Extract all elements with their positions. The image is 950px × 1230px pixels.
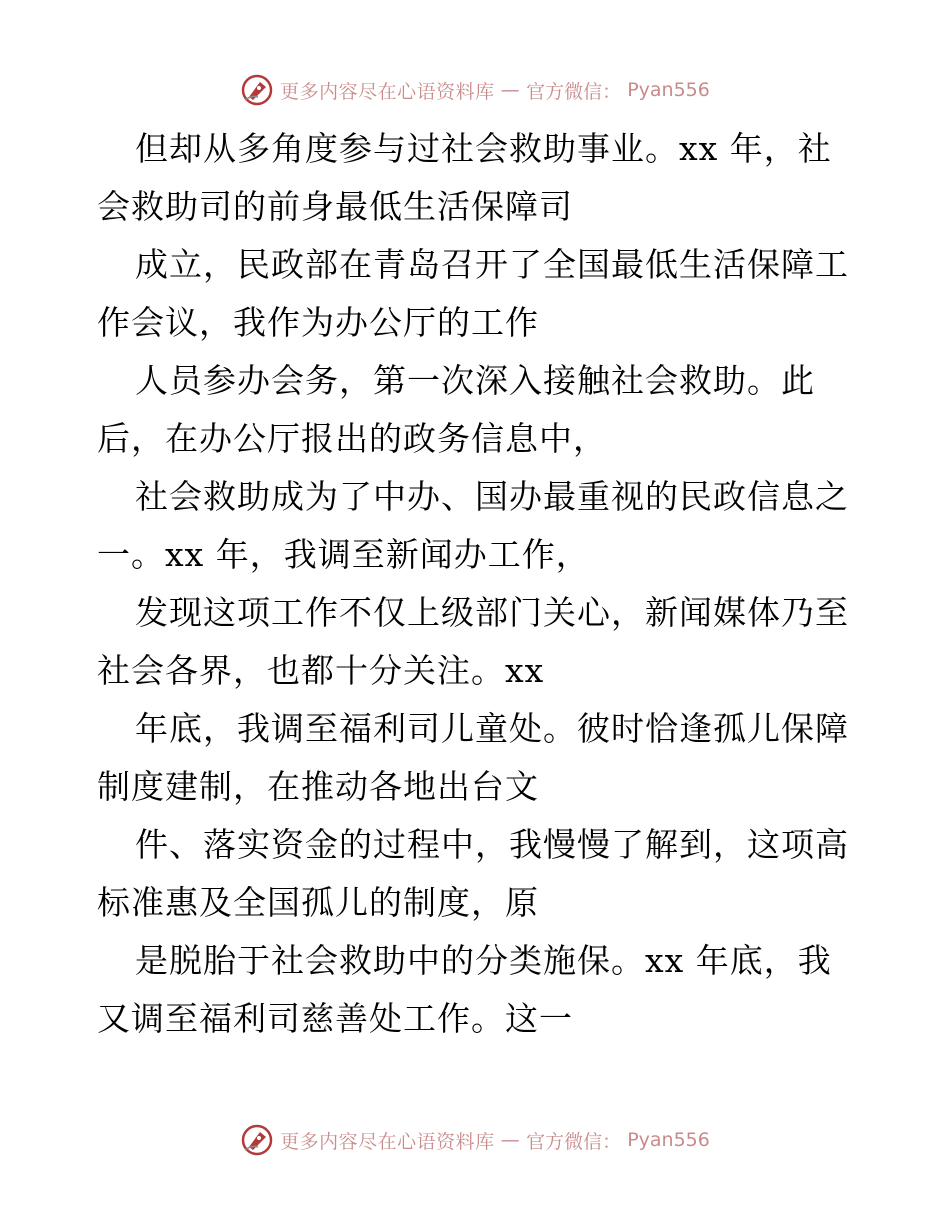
watermark-text: 更多内容尽在心语资料库 [280,80,495,103]
body-line: 人员参办会务，第一次深入接触社会救助。此 [135,361,815,400]
pen-nib-logo-icon [240,73,274,107]
header-watermark [0,70,950,110]
body-line: 社会各界，也都十分关注。xx [97,651,545,690]
watermark-separator: — [500,79,521,101]
body-line: 成立，民政部在青岛召开了全国最低生活保障工 [135,245,849,284]
watermark-label: 官方微信： [526,80,622,103]
document-body [97,120,857,1048]
body-line: 又调至福利司慈善处工作。这一 [97,999,573,1038]
body-line: 作会议，我作为办公厅的工作 [97,303,539,342]
footer-watermark [0,1120,950,1160]
body-line: 一。xx 年，我调至新闻办工作， [97,535,590,574]
watermark-account: Pyan556 [627,79,710,101]
body-line: 标准惠及全国孤儿的制度，原 [97,883,539,922]
body-line: 制度建制，在推动各地出台文 [97,767,539,806]
body-line: 社会救助成为了中办、国办最重视的民政信息之 [135,477,849,516]
watermark-label: 官方微信： [526,1130,622,1153]
body-line: 会救助司的前身最低生活保障司 [97,187,573,226]
body-line: 但却从多角度参与过社会救助事业。xx 年，社 [135,129,832,168]
body-line: 是脱胎于社会救助中的分类施保。xx 年底，我 [135,941,832,980]
watermark-text: 更多内容尽在心语资料库 [280,1130,495,1153]
body-line: 后，在办公厅报出的政务信息中， [97,419,607,458]
body-line: 件、落实资金的过程中，我慢慢了解到，这项高 [135,825,849,864]
pen-nib-logo-icon [240,1123,274,1157]
watermark-account: Pyan556 [627,1129,710,1151]
body-line: 发现这项工作不仅上级部门关心，新闻媒体乃至 [135,593,849,632]
watermark-separator: — [500,1129,521,1151]
body-line: 年底，我调至福利司儿童处。彼时恰逢孤儿保障 [135,709,849,748]
